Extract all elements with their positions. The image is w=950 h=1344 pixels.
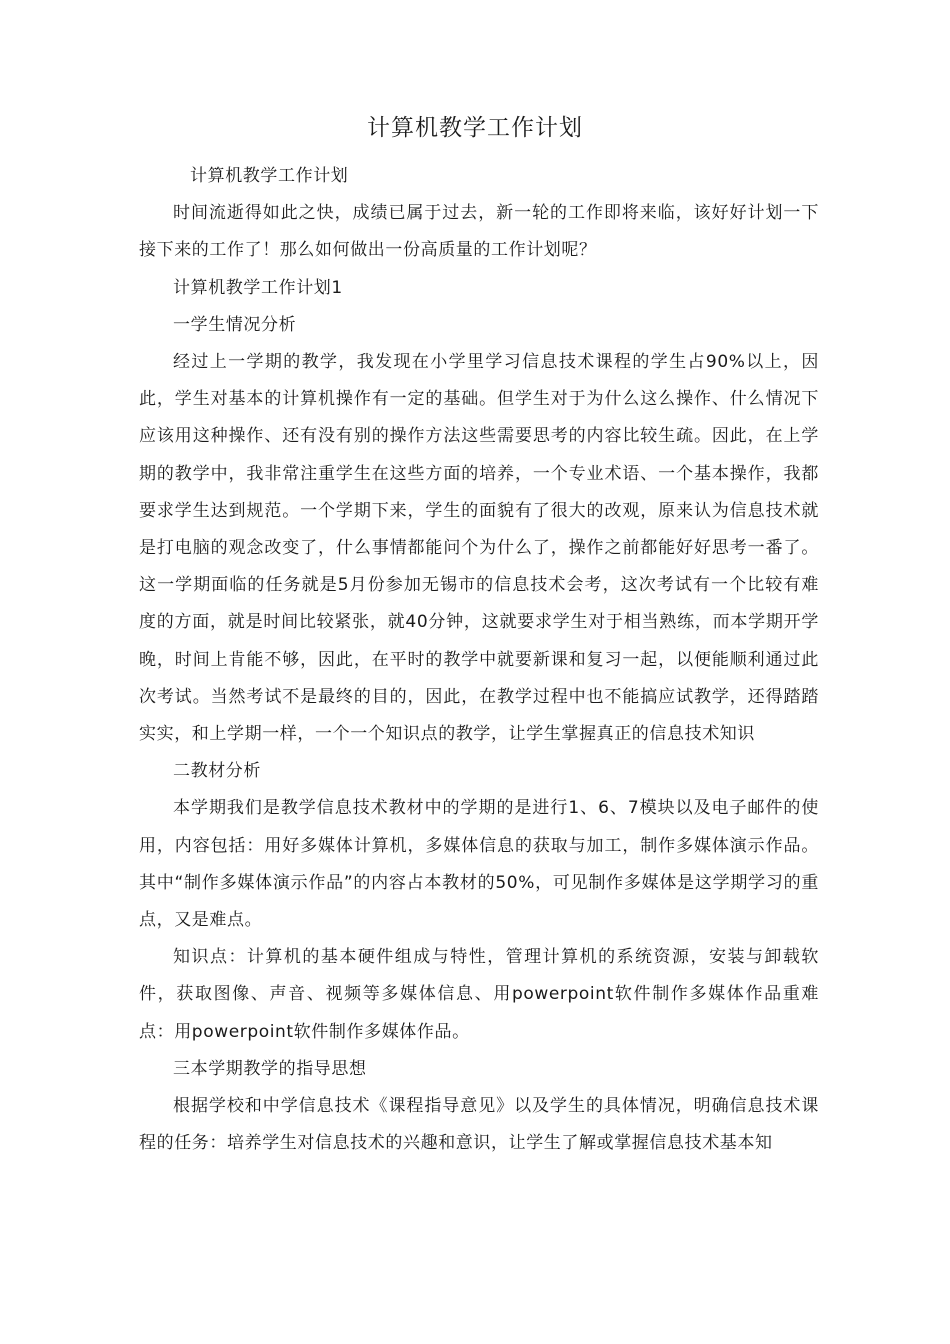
section-heading-guiding-ideas: 三本学期教学的指导思想 (173, 1058, 367, 1079)
section-heading-student-analysis: 一学生情况分析 (173, 314, 297, 335)
knowledge-points-paragraph: 知识点：计算机的基本硬件组成与特性，管理计算机的系统资源，安装与卸载软件，获取图像、声音、视频等多媒体信息、用powerpoint软件制作多媒体作品重难点：用powerpoint软件制作多媒体作品。 (139, 947, 819, 1042)
document-subtitle: 计算机教学工作计划 (190, 166, 349, 186)
student-analysis-paragraph: 经过上一学期的教学，我发现在小学里学习信息技术课程的学生占90%以上，因此，学生对基本的计算机操作有一定的基础。但学生对于为什么这么操作、什么情况下应该用这种操作、还有没有别的操作方法这些需要思考的内容比较生疏。因此，在上学期的教学中，我非常注重学生在这些方面的培养，一个专业术语、一个基本操作，我都要求学生达到规范。一个学期下来，学生的面貌有了很大的改观，原来认为信息技术就是打电脑的观念改变了，什么事情都能问个为什么了，操作之前都能好好思考一番了。这一学期面临的任务就是5月份参加无锡市的信息技术会考，这次考试有一个比较有难度的方面，就是时间比较紧张，就40分钟，这就要求学生对于相当熟练，而本学期开学晚，时间上肯能不够，因此，在平时的教学中就要新课和复习一起，以便能顺利通过此次考试。当然考试不是最终的目的，因此，在教学过程中也不能搞应试教学，还得踏踏实实，和上学期一样，一个一个知识点的教学，让学生掌握真正的信息技术知识 (139, 352, 819, 745)
intro-paragraph: 时间流逝得如此之快，成绩已属于过去，新一轮的工作即将来临，该好好计划一下接下来的工作了！那么如何做出一份高质量的工作计划呢？ (139, 203, 819, 261)
plan-heading: 计算机教学工作计划1 (173, 277, 343, 298)
section-heading-textbook-analysis: 二教材分析 (173, 761, 261, 782)
document-body (139, 158, 819, 1162)
guiding-ideas-paragraph: 根据学校和中学信息技术《课程指导意见》以及学生的具体情况，明确信息技术课程的任务：培养学生对信息技术的兴趣和意识，让学生了解或掌握信息技术基本知 (139, 1096, 819, 1154)
document-title: 计算机教学工作计划 (367, 115, 583, 141)
textbook-analysis-paragraph: 本学期我们是教学信息技术教材中的学期的是进行1、6、7模块以及电子邮件的使用，内容包括：用好多媒体计算机，多媒体信息的获取与加工，制作多媒体演示作品。其中“制作多媒体演示作品”的内容占本教材的50%，可见制作多媒体是这学期学习的重点，又是难点。 (139, 798, 819, 931)
